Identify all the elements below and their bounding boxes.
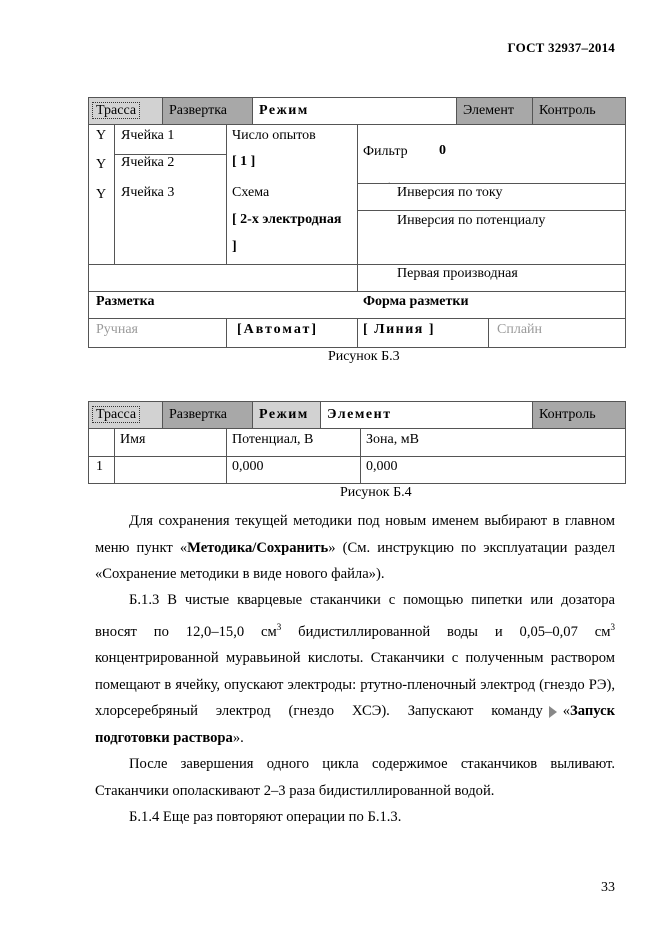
col-zone-header: Зона, мВ	[366, 432, 419, 447]
tab-element[interactable]: Элемент	[457, 98, 533, 124]
marking-form-label: Форма разметки	[363, 294, 469, 309]
opt-manual[interactable]: Ручная	[96, 322, 138, 337]
play-icon	[549, 706, 557, 718]
row-zone[interactable]: 0,000	[366, 459, 398, 474]
cell3-checkbox[interactable]: Y	[96, 187, 107, 202]
cell2-checkbox[interactable]: Y	[96, 157, 107, 172]
filter-value[interactable]: 0	[439, 143, 446, 158]
page-number: 33	[601, 880, 615, 895]
tab-trassa[interactable]: Трасса	[89, 98, 163, 124]
cell3-label: Ячейка 3	[121, 185, 175, 200]
tab-razvertka[interactable]: Развертка	[163, 98, 253, 124]
col-name-header: Имя	[120, 432, 146, 447]
tab-rezhim[interactable]: Режим	[253, 98, 457, 124]
figure-b3-caption: Рисунок Б.3	[328, 349, 400, 364]
cell1-checkbox[interactable]: Y	[96, 128, 107, 143]
scheme-value-end: ]	[232, 239, 237, 254]
tab-trassa[interactable]: Трасса	[89, 402, 163, 428]
inv-current-option[interactable]: Инверсия по току	[397, 185, 503, 200]
paragraph-save-method: Для сохранения текущей методики под новым именем выбирают в главном меню пункт «Методика/Сохранить» (См. инструкцию по эксплуатации раздел «Сохранение методики в виде нового файла»).	[95, 513, 615, 583]
row-index: 1	[96, 459, 103, 474]
cell1-label: Ячейка 1	[121, 128, 175, 143]
experiments-value[interactable]: [ 1 ]	[232, 154, 256, 169]
tab-razvertka[interactable]: Развертка	[163, 402, 253, 428]
row-potential[interactable]: 0,000	[232, 459, 264, 474]
doc-code: ГОСТ 32937–2014	[507, 40, 615, 55]
experiments-label: Число опытов	[232, 128, 316, 143]
paragraph-b13: Б.1.3 В чистые кварцевые стаканчики с помощью пипетки или дозатора вносят по 12,0–15,0 $см^3$ бидистиллированной воды и 0,05–0,07 $см^3$ концентрированной муравьиной кислоты. Стаканчики с полученным раствором помещают в ячейку, опускают электроды: ртутно-пленочный электрод (гнездо РЭ), хлорсеребряный электрод (гнездо ХСЭ). Запускают команду «Запуск подготовки раствора».	[95, 592, 615, 746]
paragraph-after-cycle: После завершения одного цикла содержимое стаканчиков выливают. Стаканчики ополаскивают 2–3 раза бидистиллированной водой.	[95, 756, 615, 799]
col-potential-header: Потенциал, В	[232, 432, 314, 447]
checkbox-icon[interactable]: ·	[388, 179, 391, 187]
paragraph-b14: Б.1.4 Еще раз повторяют операции по Б.1.3.	[129, 809, 402, 825]
figure-b4-caption: Рисунок Б.4	[340, 485, 412, 500]
first-derivative-option[interactable]: Первая производная	[397, 266, 518, 281]
tab-kontrol[interactable]: Контроль	[533, 98, 625, 124]
scheme-label: Схема	[232, 185, 270, 200]
inv-potential-option[interactable]: Инверсия по потенциалу	[397, 213, 546, 228]
tab-element[interactable]: Элемент	[321, 402, 533, 428]
opt-auto[interactable]: [Автомат]	[237, 322, 319, 337]
scheme-value[interactable]: [ 2-х электродная	[232, 212, 342, 227]
figure-b4-screen	[88, 401, 626, 484]
marking-label: Разметка	[96, 294, 155, 309]
opt-spline[interactable]: Сплайн	[497, 322, 543, 337]
figure-b3-screen	[88, 97, 626, 348]
filter-label: Фильтр	[363, 144, 408, 159]
cell2-label: Ячейка 2	[121, 155, 175, 170]
tab-rezhim[interactable]: Режим	[253, 402, 321, 428]
opt-line[interactable]: [ Линия ]	[363, 322, 436, 337]
tab-kontrol[interactable]: Контроль	[533, 402, 625, 428]
